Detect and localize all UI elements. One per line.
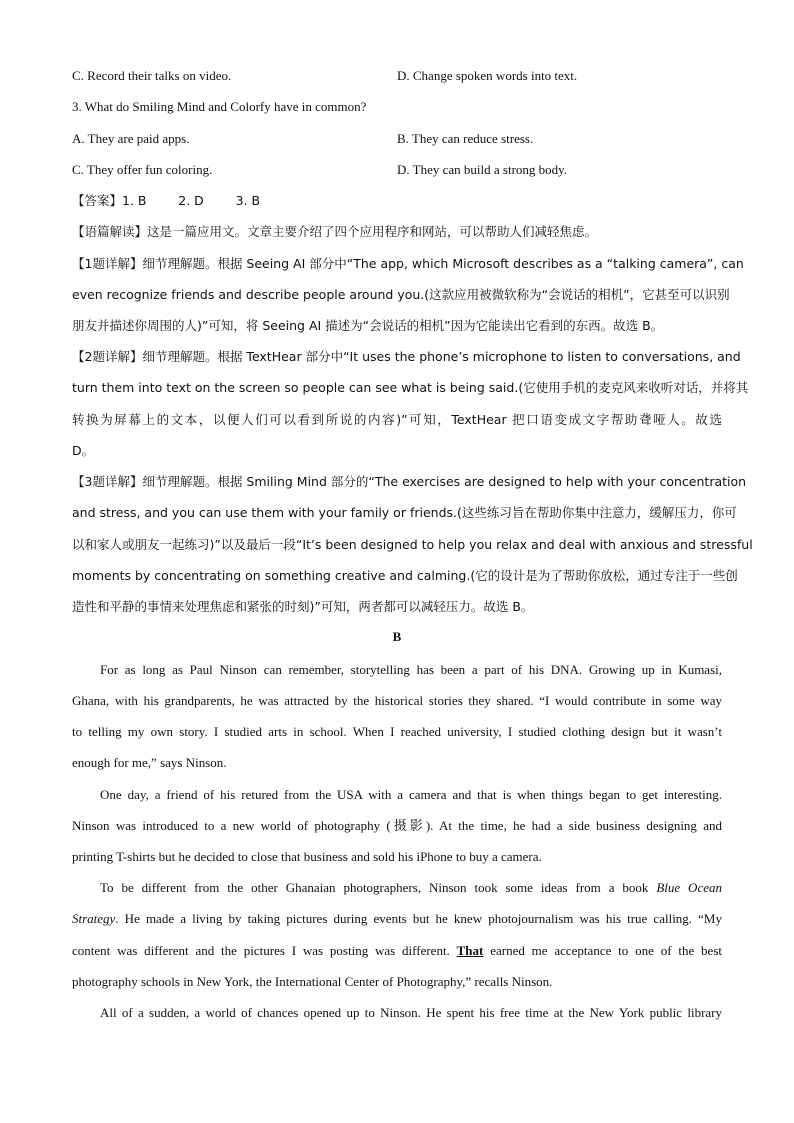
- answer-key: 【答案】1. B 2. D 3. B: [72, 193, 261, 208]
- section-heading: B: [392, 629, 402, 644]
- explanation-2-line: 【2题详解】细节理解题。根据 TextHear 部分中“It uses the phone’s microphone to listen to conversations, and: [72, 349, 741, 364]
- q3-option-a: A. They are paid apps.: [72, 131, 190, 146]
- book-title-part-1: Blue Ocean: [656, 880, 722, 895]
- explanation-3-line: and stress, and you can use them with your family or friends.(这些练习旨在帮助你集中注意力，缓解压力，你可: [72, 505, 737, 520]
- paragraph-1-line: enough for me,” says Ninson.: [72, 755, 227, 770]
- explanation-2-line: D。: [72, 443, 95, 458]
- paragraph-1-line: For as long as Paul Ninson can remember, storytelling has been a part of his DNA. Growing up in Kumasi,: [100, 662, 722, 677]
- explanation-1-line: 朋友并描述你周围的人)”可知，将 Seeing AI 描述为“会说话的相机”因为它能读出它看到的东西。故选 B。: [72, 318, 664, 333]
- explanation-2-line: turn them into text on the screen so people can see what is being said.(它使用手机的麦克风来收听对话，并将其: [72, 380, 749, 395]
- explanation-3-line: 以和家人或朋友一起练习)”以及最后一段“It’s been designed to help you relax and deal with anxious and stressful: [72, 537, 753, 552]
- paragraph-2-line: printing T-shirts but he decided to close that business and sold his iPhone to buy a camera.: [72, 849, 542, 864]
- underlined-word: That: [456, 943, 484, 958]
- explanation-1-line: even recognize friends and describe people around you.(这款应用被微软称为“会说话的相机”，它甚至可以识别: [72, 287, 730, 302]
- paragraph-2-line: One day, a friend of his retured from the USA with a camera and that is when things began to get interesting.: [100, 787, 722, 802]
- q3-option-c: C. They offer fun coloring.: [72, 162, 213, 177]
- q2-option-d: D. Change spoken words into text.: [397, 68, 578, 83]
- paragraph-3-text: . He made a living by taking pictures during events but he knew photojournalism was his true calling. “My: [115, 911, 722, 926]
- paragraph-3-line: [100, 879, 722, 897]
- explanation-3-line: moments by concentrating on something creative and calming.(它的设计是为了帮助你放松，通过专注于一些创: [72, 568, 738, 583]
- paragraph-1-line: Ghana, with his grandparents, he was attracted by the historical stories they shared. “I would contribute in some way: [72, 693, 722, 708]
- paragraph-3-line: [72, 942, 722, 960]
- q2-option-c: C. Record their talks on video.: [72, 68, 232, 83]
- paragraph-2-line: Ninson was introduced to a new world of photography (摄影). At the time, he had a side business designing and: [72, 818, 722, 833]
- q3-option-b: B. They can reduce stress.: [397, 131, 534, 146]
- explanation-3-line: 【3题详解】细节理解题。根据 Smiling Mind 部分的“The exercises are designed to help with your concentration: [72, 474, 747, 489]
- explanation-1-line: 【1题详解】细节理解题。根据 Seeing AI 部分中“The app, which Microsoft describes as a “talking camera”, can: [72, 256, 744, 271]
- paragraph-3-text: earned me acceptance to one of the best: [483, 943, 722, 958]
- paragraph-1-line: to telling my own story. I studied arts in school. When I reached university, I studied clothing design but it wasn’t: [72, 724, 722, 739]
- paragraph-4-line: All of a sudden, a world of chances opened up to Ninson. He spent his free time at the New York public library: [100, 1005, 722, 1020]
- q3-stem: 3. What do Smiling Mind and Colorfy have in common?: [72, 99, 367, 114]
- book-title-part-2: Strategy: [72, 911, 116, 926]
- passage-interpretation: 【语篇解读】这是一篇应用文。文章主要介绍了四个应用程序和网站，可以帮助人们减轻焦虑。: [72, 224, 598, 239]
- paragraph-3-line: photography schools in New York, the International Center of Photography,” recalls Ninson.: [72, 974, 553, 989]
- paragraph-3-line: [72, 910, 722, 928]
- explanation-2-line: 转换为屏幕上的文本，以便人们可以看到所说的内容)”可知，TextHear 把口语变成文字帮助聋哑人。故选: [72, 412, 722, 427]
- paragraph-3-text: To be different from the other Ghanaian photographers, Ninson took some ideas from a book: [100, 880, 657, 895]
- paragraph-3-text: content was different and the pictures I was posting was different.: [72, 943, 457, 958]
- q3-option-d: D. They can build a strong body.: [397, 162, 568, 177]
- explanation-3-line: 造性和平静的事情来处理焦虑和紧张的时刻)”可知，两者都可以减轻压力。故选 B。: [72, 599, 534, 614]
